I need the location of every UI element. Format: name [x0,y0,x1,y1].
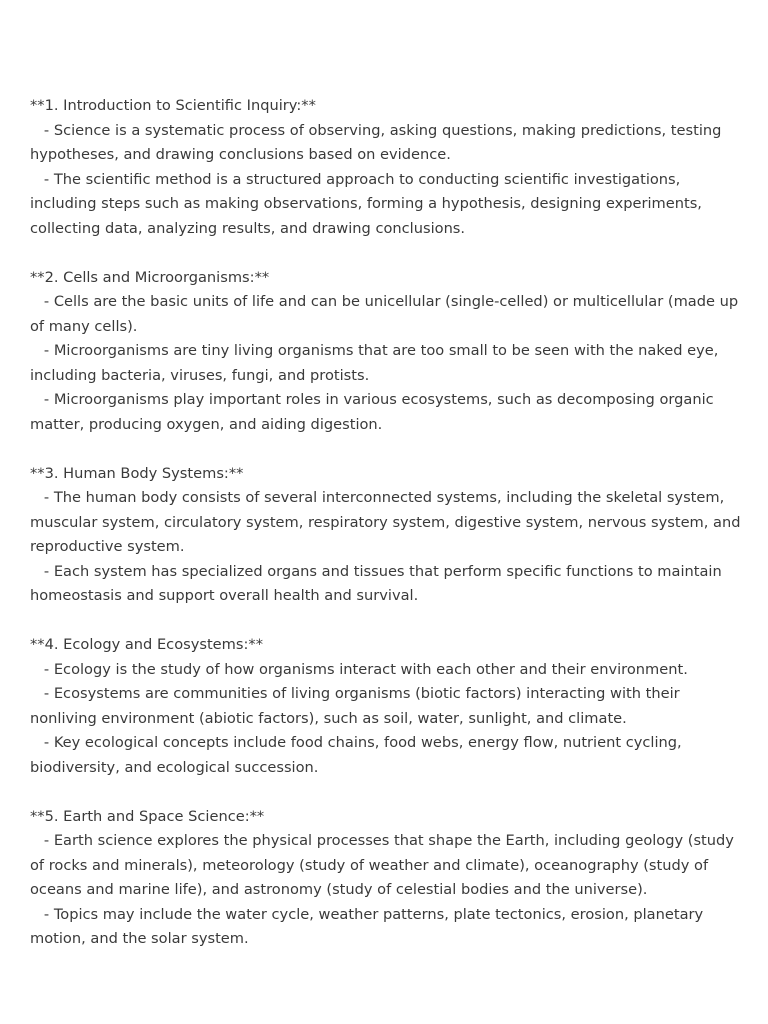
bullet-item: - Cells are the basic units of life and can be unicellular (single-celled) or multicellular (made up of many cells). [30,293,743,335]
section-heading: **3. Human Body Systems:** [30,464,244,482]
section-scientific-inquiry [30,94,742,241]
section-ecology-ecosystems [30,633,742,780]
bullet-item: - Earth science explores the physical processes that shape the Earth, including geology (study of rocks and minerals), meteorology (study of weather and climate), oceanography (study of oceans and marine life), and astronomy (study of celestial bodies and the universe). [30,832,739,898]
section-heading: **2. Cells and Microorganisms:** [30,268,270,286]
bullet-item: - Each system has specialized organs and tissues that perform specific functions to maintain homeostasis and support overall health and survival. [30,562,727,604]
section-heading: **1. Introduction to Scientific Inquiry:** [30,97,316,114]
section-heading: **4. Ecology and Ecosystems:** [30,636,263,653]
bullet-item: - Microorganisms play important roles in various ecosystems, such as decomposing organic matter, producing oxygen, and aiding digestion. [30,391,719,433]
bullet-item: - Topics may include the water cycle, weather patterns, plate tectonics, erosion, planetary motion, and the solar system. [30,905,708,947]
bullet-item: - The human body consists of several interconnected systems, including the skeletal system, muscular system, circulatory system, respiratory system, digestive system, nervous system, and reproductive system. [30,489,746,555]
bullet-item: - Ecosystems are communities of living organisms (biotic factors) interacting with their nonliving environment (abiotic factors), such as soil, water, sunlight, and climate. [30,685,685,727]
section-heading: **5. Earth and Space Science:** [30,807,265,825]
section-cells-microorganisms [30,266,742,438]
document-body [30,94,746,976]
bullet-item: - The scientific method is a structured approach to conducting scientific investigations, including steps such as making observations, forming a hypothesis, designing experiments, collecting data, analyzing results, and drawing conclusions. [30,170,707,237]
section-earth-space-science [30,805,742,952]
bullet-item: - Science is a systematic process of observing, asking questions, making predictions, testing hypotheses, and drawing conclusions based on evidence. [30,121,727,163]
section-human-body-systems [30,462,746,609]
bullet-item: - Key ecological concepts include food chains, food webs, energy flow, nutrient cycling, biodiversity, and ecological succession. [30,734,687,776]
bullet-item: - Microorganisms are tiny living organisms that are too small to be seen with the naked eye, including bacteria, viruses, fungi, and protists. [30,342,724,384]
bullet-item: - Ecology is the study of how organisms interact with each other and their environment. [30,660,688,678]
